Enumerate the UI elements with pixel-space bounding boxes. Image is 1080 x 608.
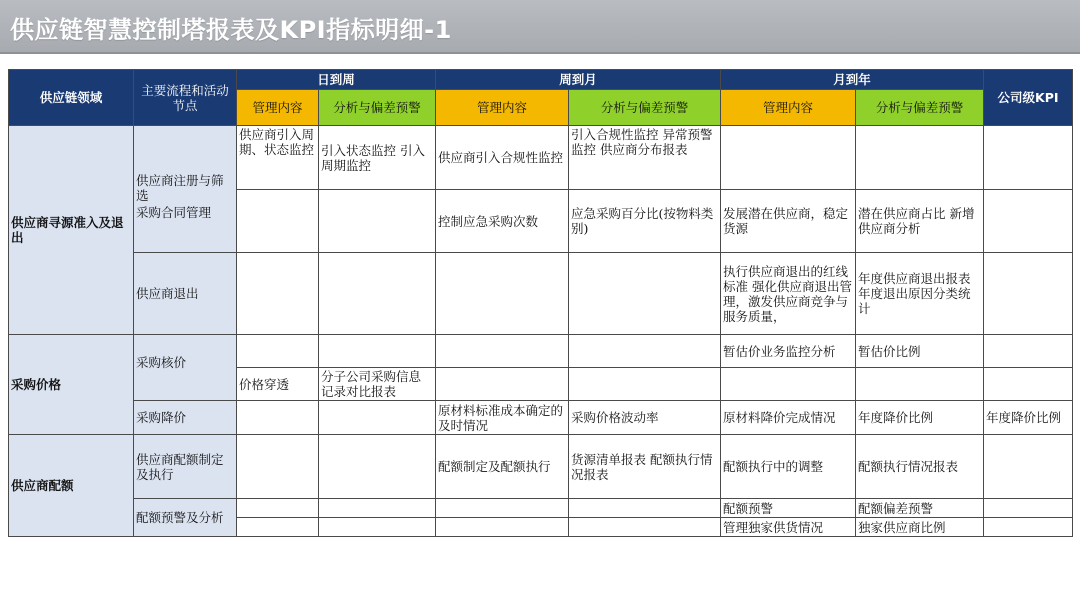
cell-r9-day-mgmt [237,518,319,537]
domain-sourcing: 供应商寻源准入及退出 [9,126,134,335]
cell-r4-week-dev [569,335,721,368]
cell-r2-day-mgmt [237,190,319,253]
cell-r3-month-mgmt: 执行供应商退出的红线标准 强化供应商退出管理，激发供应商竞争与服务质量， [721,253,856,335]
cell-r8-month-mgmt: 配额预警 [721,499,856,518]
flow-cell-reg-contract [134,126,237,253]
cell-r3-kpi [984,253,1073,335]
cell-r1-kpi [984,126,1073,190]
header-mgmt-month: 管理内容 [721,90,856,126]
flow-quota-warning: 配额预警及分析 [134,499,237,537]
header-period-day-week: 日到周 [237,70,436,90]
cell-r7-month-mgmt: 配额执行中的调整 [721,435,856,499]
domain-supplier-quota: 供应商配额 [9,435,134,537]
cell-r6-day-dev [319,401,436,435]
header-flow: 主要流程和活动节点 [134,70,237,126]
cell-r3-day-mgmt [237,253,319,335]
cell-r7-day-mgmt [237,435,319,499]
cell-r6-week-dev: 采购价格波动率 [569,401,721,435]
cell-r6-month-mgmt: 原材料降价完成情况 [721,401,856,435]
cell-r3-day-dev [319,253,436,335]
cell-r2-month-dev: 潜在供应商占比 新增供应商分析 [856,190,984,253]
header-mgmt-day: 管理内容 [237,90,319,126]
flow-price-reduction: 采购降价 [134,401,237,435]
flow-supplier-exit: 供应商退出 [134,253,237,335]
table-row [9,401,1073,435]
cell-r5-month-mgmt [721,368,856,401]
cell-r9-month-mgmt: 管理独家供货情况 [721,518,856,537]
cell-r3-week-mgmt [436,253,569,335]
flow-price-check: 采购核价 [134,335,237,401]
cell-r8-day-dev [319,499,436,518]
cell-r6-kpi: 年度降价比例 [984,401,1073,435]
flow-quota-setting: 供应商配额制定及执行 [134,435,237,499]
cell-r6-month-dev: 年度降价比例 [856,401,984,435]
cell-r8-day-mgmt [237,499,319,518]
cell-r3-week-dev [569,253,721,335]
cell-r7-day-dev [319,435,436,499]
cell-r3-month-dev: 年度供应商退出报表 年度退出原因分类统计 [856,253,984,335]
cell-r2-week-dev: 应急采购百分比(按物料类别) [569,190,721,253]
cell-r5-day-dev: 分子公司采购信息记录对比报表 [319,368,436,401]
flow-purchase-contract: 采购合同管理 [136,204,212,220]
cell-r9-month-dev: 独家供应商比例 [856,518,984,537]
cell-r4-month-mgmt: 暂估价业务监控分析 [721,335,856,368]
cell-r7-month-dev: 配额执行情况报表 [856,435,984,499]
cell-r1-day-dev: 引入状态监控 引入周期监控 [319,126,436,190]
cell-r5-kpi [984,368,1073,401]
header-dev-month: 分析与偏差预警 [856,90,984,126]
cell-r7-week-mgmt: 配额制定及配额执行 [436,435,569,499]
header-kpi: 公司级KPI [984,70,1073,126]
cell-r5-week-dev [569,368,721,401]
header-row-periods [9,70,1073,90]
cell-r7-kpi [984,435,1073,499]
cell-r2-week-mgmt: 控制应急采购次数 [436,190,569,253]
cell-r4-day-mgmt [237,335,319,368]
flow-supplier-registration: 供应商注册与筛选 [136,172,224,203]
cell-r1-day-mgmt: 供应商引入周期、状态监控 [237,126,319,190]
table-row [9,253,1073,335]
table-row [9,335,1073,368]
cell-r2-day-dev [319,190,436,253]
title-bar [0,0,1080,54]
header-dev-week: 分析与偏差预警 [569,90,721,126]
cell-r6-day-mgmt [237,401,319,435]
cell-r2-month-mgmt: 发展潜在供应商，稳定货源 [721,190,856,253]
kpi-table [8,69,1073,537]
header-domain: 供应链领域 [9,70,134,126]
header-period-month-year: 月到年 [721,70,984,90]
cell-r4-day-dev [319,335,436,368]
header-mgmt-week: 管理内容 [436,90,569,126]
cell-r1-week-dev: 引入合规性监控 异常预警监控 供应商分布报表 [569,126,721,190]
cell-r5-day-mgmt: 价格穿透 [237,368,319,401]
cell-r9-week-dev [569,518,721,537]
cell-r6-week-mgmt: 原材料标准成本确定的及时情况 [436,401,569,435]
cell-r4-week-mgmt [436,335,569,368]
cell-r1-week-mgmt: 供应商引入合规性监控 [436,126,569,190]
cell-r8-week-dev [569,499,721,518]
cell-r5-week-mgmt [436,368,569,401]
cell-r5-month-dev [856,368,984,401]
cell-r8-week-mgmt [436,499,569,518]
cell-r9-day-dev [319,518,436,537]
page-title: 供应链智慧控制塔报表及KPI指标明细-1 [10,16,452,44]
table-row [9,499,1073,518]
cell-r4-kpi [984,335,1073,368]
cell-r9-week-mgmt [436,518,569,537]
header-dev-day: 分析与偏差预警 [319,90,436,126]
cell-r2-kpi [984,190,1073,253]
cell-r1-month-dev [856,126,984,190]
cell-r9-kpi [984,518,1073,537]
cell-r1-month-mgmt [721,126,856,190]
header-period-week-month: 周到月 [436,70,721,90]
table-row [9,126,1073,190]
cell-r8-month-dev: 配额偏差预警 [856,499,984,518]
cell-r7-week-dev: 货源清单报表 配额执行情况报表 [569,435,721,499]
domain-purchase-price: 采购价格 [9,335,134,435]
cell-r8-kpi [984,499,1073,518]
cell-r4-month-dev: 暂估价比例 [856,335,984,368]
table-row [9,435,1073,499]
